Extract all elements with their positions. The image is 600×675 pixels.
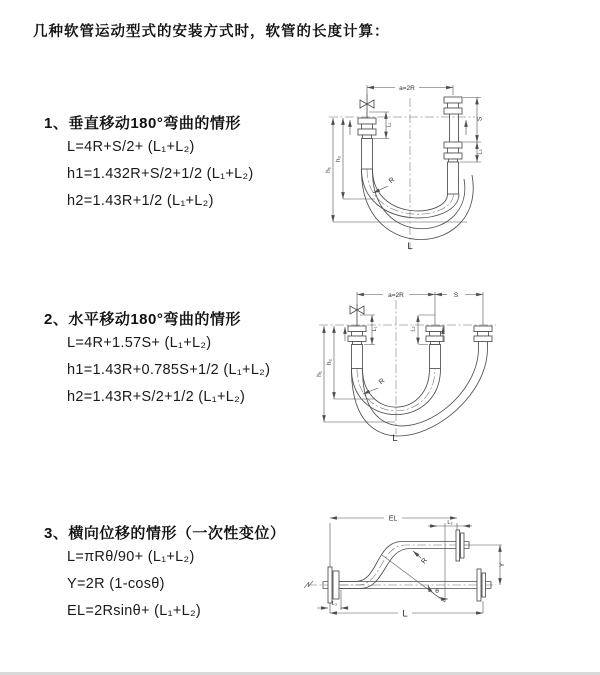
- dim-label-s: S: [453, 292, 459, 299]
- section-2-heading: 2、水平移动180°弯曲的情形: [44, 311, 241, 328]
- dim-label-y: Y: [499, 562, 506, 568]
- dim-label-h1: h₁: [325, 167, 332, 173]
- dim-label-l: L: [407, 241, 413, 252]
- valve-icon: [360, 94, 374, 118]
- dim-label-l1: L₁: [372, 326, 378, 332]
- section-3-formula-L: L=πRθ/90+ (L₁+L₂): [67, 549, 195, 565]
- dim-label-theta: θ: [435, 588, 439, 595]
- dim-a-2r: [367, 85, 453, 95]
- section-1-formula-h1: h1=1.432R+S/2+1/2 (L₁+L₂): [67, 166, 254, 182]
- diagram-lateral-displacement: [300, 505, 515, 630]
- dim-label-l: L: [392, 433, 398, 444]
- section-2-formula-L: L=4R+1.57S+ (L₁+L₂): [67, 335, 212, 351]
- right-end-fitting: [444, 97, 462, 194]
- braided-hose-section: [362, 139, 373, 170]
- diagram-horizontal-180-bend: [315, 282, 500, 447]
- section-3-formula-Y: Y=2R (1-cosθ): [67, 576, 165, 592]
- dim-label-r: R: [377, 377, 387, 387]
- dim-label-l1: L₁: [386, 122, 393, 128]
- dim-label-r: R: [387, 176, 397, 186]
- dim-EL: [330, 516, 457, 614]
- pipe-break-symbol: [304, 581, 313, 588]
- dim-S-and-L2: [460, 98, 484, 163]
- section-1-formula-L: L=4R+S/2+ (L₁+L₂): [67, 139, 195, 155]
- left-end-fitting: [358, 118, 376, 169]
- centerlines: [319, 300, 496, 434]
- dim-L: [330, 601, 483, 620]
- dim-label-l2: L₂: [447, 520, 453, 526]
- diagram-vertical-180-bend: [315, 72, 495, 254]
- middle-end-fitting: [426, 326, 444, 369]
- dim-label-l: L: [402, 608, 408, 620]
- page-title: 几种软管运动型式的安装方式时，软管的长度计算：: [33, 24, 390, 40]
- section-3-heading: 3、横向位移的情形（一次性变位）: [44, 525, 286, 542]
- dim-label-l2: L₂: [410, 326, 417, 332]
- dim-label-h2: h₂: [326, 358, 333, 366]
- left-end-fitting: [348, 326, 366, 369]
- section-1-formula-h2: h2=1.43R+1/2 (L₁+L₂): [67, 193, 214, 209]
- section-2-formula-h1: h1=1.43R+0.785S+1/2 (L₁+L₂): [67, 362, 271, 378]
- radius-leader: [413, 551, 429, 565]
- upper-flange: [456, 530, 469, 561]
- dim-label-r: R: [420, 557, 430, 566]
- hose-curves: [351, 349, 487, 436]
- dim-label-a2r: a=2R: [399, 85, 415, 92]
- braided-hose-section: [448, 162, 459, 194]
- section-3-formula-EL: EL=2Rsinθ+ (L₁+L₂): [67, 603, 202, 619]
- section-1-heading: 1、垂直移动180°弯曲的情形: [44, 115, 241, 132]
- radius-leader: [363, 378, 386, 394]
- dim-a-2r-and-S: [357, 292, 483, 325]
- dim-label-h1: h₁: [316, 371, 323, 377]
- braided-hose-section: [352, 345, 363, 369]
- dim-label-el: EL: [388, 515, 398, 523]
- dim-label-a2r: a=2R: [388, 292, 404, 299]
- section-2-formula-h2: h2=1.43R+S/2+1/2 (L₁+L₂): [67, 389, 246, 405]
- dim-label-s: S: [476, 116, 484, 122]
- dim-label-l2: L₂: [477, 149, 484, 155]
- dim-label-h2: h₂: [335, 155, 342, 163]
- braided-hose-section: [430, 345, 441, 369]
- angle-construction: [382, 523, 448, 602]
- dim-label-l1: L₁: [332, 601, 337, 607]
- dim-L2: [428, 520, 472, 526]
- right-end-fitting-shifted: [474, 326, 492, 349]
- radius-leader: [373, 177, 396, 193]
